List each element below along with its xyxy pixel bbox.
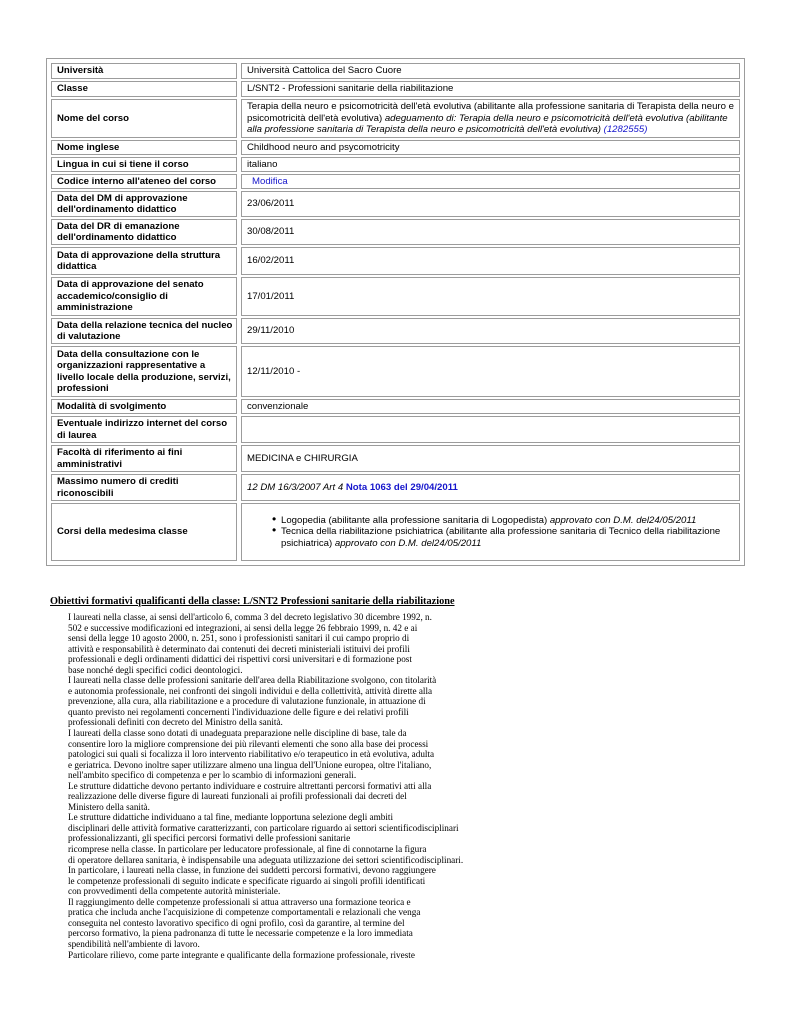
row-data-dr xyxy=(51,219,740,245)
label-data-nucleo: Data della relazione tecnica del nucleo di valutazione xyxy=(51,318,237,344)
label-data-dm: Data del DM di approvazione dell'ordinamento didattico xyxy=(51,191,237,217)
body-line: Particolare rilievo, come parte integrante e qualificante della formazione professionale, riveste xyxy=(68,949,415,960)
label-data-dr: Data del DR di emanazione dell'ordinamento didattico xyxy=(51,219,237,245)
row-corsi xyxy=(51,503,740,561)
row-modalita xyxy=(51,399,740,414)
nome-corso-italic: adeguamento di: Terapia della neuro e psicomotricità dell'età evolutiva (abilitante alla professione sanitaria di Terapista della neuro e psicomotricità dell'età evolutiva) xyxy=(247,112,728,136)
body-line: e autonomia professionale, nei confronti dei singoli individui e della collettività, attività dirette alla xyxy=(68,685,433,696)
body-line: ricomprese nella classe. In particolare per leducatore professionale, al fine di connotarne la figura xyxy=(68,844,427,855)
value-data-consultazione: 12/11/2010 - xyxy=(241,346,740,397)
body-line: prevenzione, alla cura, alla riabilitazione e a procedure di valutazione funzionale, in attuazione di xyxy=(68,696,426,707)
value-codice-interno xyxy=(241,174,740,189)
value-facolta: MEDICINA e CHIRURGIA xyxy=(241,445,740,472)
row-data-dm xyxy=(51,191,740,217)
label-codice-interno: Codice interno all'ateneo del corso xyxy=(51,174,237,189)
body-line: nell'ambito specifico di competenza e per lo scambio di informazioni generali. xyxy=(68,770,357,781)
body-line: In particolare, i laureati nella classe, in funzione dei suddetti percorsi formativi, devono raggiungere xyxy=(68,865,436,876)
body-line: Ministero della sanità. xyxy=(68,801,150,812)
crediti-text xyxy=(247,482,458,494)
row-lingua xyxy=(51,157,740,172)
body-line: spendibilità nell'ambiente di lavoro. xyxy=(68,938,200,949)
body-line: base nonché degli specifici codici deontologici. xyxy=(68,664,243,675)
corso-approval: approvato con D.M. del24/05/2011 xyxy=(549,514,697,526)
body-line: Il raggiungimento delle competenze professionali si attua attraverso una formazione teorica e xyxy=(68,896,411,907)
row-codice-interno xyxy=(51,174,740,189)
row-nome-corso xyxy=(51,99,740,138)
course-code-link[interactable]: (1282555) xyxy=(603,124,648,136)
corsi-list-item xyxy=(281,526,735,549)
body-line: sensi della legge 10 agosto 2000, n. 251, sono i professionisti sanitari il cui campo proprio di xyxy=(68,633,410,644)
section-heading: Obiettivi formativi qualificanti della classe: L/SNT2 Professioni sanitarie della riabilitazione xyxy=(50,596,455,607)
value-nome-corso xyxy=(241,99,740,138)
label-indirizzo-internet: Eventuale indirizzo internet del corso di laurea xyxy=(51,416,237,443)
body-line: I laureati nella classe delle professioni sanitarie dell'area della Riabilitazione svolgono, con titolarità xyxy=(68,675,437,686)
body-line: professionali definiti con decreto del Ministro della sanità. xyxy=(68,717,283,728)
crediti-value: 12 DM 16/3/2007 Art 4 xyxy=(247,481,344,493)
body-line: consentire loro la migliore comprensione dei più rilevanti elementi che sono alla base dei processi xyxy=(68,738,429,749)
value-universita: Università Cattolica del Sacro Cuore xyxy=(241,63,740,79)
body-line: I laureati della classe sono dotati di unadeguata preparazione nelle discipline di base, tale da xyxy=(68,728,407,739)
body-line: e geriatrica. Devono inoltre saper utilizzare almeno una lingua dell'Unione europea, oltre l'italiano, xyxy=(68,759,432,770)
row-indirizzo-internet xyxy=(51,416,740,443)
body-line: patologici sui quali si focalizza il loro intervento riabilitativo e/o terapeutico in età evolutiva, adulta xyxy=(68,749,435,760)
label-classe: Classe xyxy=(51,81,237,97)
row-data-senato xyxy=(51,277,740,316)
body-line: realizzazione delle diverse figure di laureati funzionali ai profili professionali dai decreti del xyxy=(68,791,407,802)
label-data-senato: Data di approvazione del senato accademico/consiglio di amministrazione xyxy=(51,277,237,316)
row-universita xyxy=(51,63,740,79)
body-line: professionali e degli ordinamenti didattici dei rispettivi corsi universitari e di formazione post xyxy=(68,654,412,665)
modifica-link[interactable]: Modifica xyxy=(252,175,288,187)
value-data-senato: 17/01/2011 xyxy=(241,277,740,316)
value-modalita: convenzionale xyxy=(241,399,740,414)
body-line: con provvedimenti della competente autorità ministeriale. xyxy=(68,886,281,897)
value-corsi xyxy=(241,503,740,561)
body-line: professionalizzanti, gli specifici percorsi formativi delle professioni sanitarie xyxy=(68,833,351,844)
body-line: Le strutture didattiche individuano a tal fine, mediante lopportuna selezione degli ambiti xyxy=(68,812,394,823)
row-data-consultazione xyxy=(51,346,740,397)
row-data-struttura xyxy=(51,247,740,275)
value-crediti xyxy=(241,474,740,501)
label-universita: Università xyxy=(51,63,237,79)
value-data-dr: 30/08/2011 xyxy=(241,219,740,245)
body-line: di operatore dellarea sanitaria, è indispensabile una adeguata utilizzazione dei settori scientificodisciplinari. xyxy=(68,854,464,865)
row-classe xyxy=(51,81,740,97)
body-line: pratica che includa anche l'acquisizione di competenze comportamentali e relazionali che venga xyxy=(68,907,421,918)
body-line: attività e responsabilità è determinato dai contenuti dei decreti ministeriali istituivi dei profili xyxy=(68,643,410,654)
label-corsi: Corsi della medesima classe xyxy=(51,503,237,561)
nome-corso-text xyxy=(247,101,735,136)
value-indirizzo-internet xyxy=(241,416,740,443)
row-nome-inglese xyxy=(51,140,740,155)
body-line: Le strutture didattiche devono pertanto individuare e costruire altrettanti percorsi formativi atti alla xyxy=(68,780,432,791)
row-crediti xyxy=(51,474,740,501)
corsi-list-item xyxy=(281,515,735,527)
label-nome-inglese: Nome inglese xyxy=(51,140,237,155)
label-data-consultazione: Data della consultazione con le organizzazioni rappresentative a livello locale della produzione, servizi, professioni xyxy=(51,346,237,397)
label-nome-corso: Nome del corso xyxy=(51,99,237,138)
nome-corso-normal: Terapia della neuro e psicomotricità dell'età evolutiva (abilitante alla professione sanitaria di Terapista della neuro e psicomotricità dell'età evolutiva) xyxy=(247,101,734,124)
value-nome-inglese: Childhood neuro and psycomotricity xyxy=(241,140,740,155)
label-data-struttura: Data di approvazione della struttura didattica xyxy=(51,247,237,275)
label-facolta: Facoltà di riferimento ai fini amministrativi xyxy=(51,445,237,472)
body-line: conseguita nel contesto lavorativo specifico di ogni profilo, così da garantire, al termine del xyxy=(68,917,405,928)
body-line: quanto previsto nei regolamenti concernenti l'individuazione delle figure e dei relativi profili xyxy=(68,706,409,717)
body-line: disciplinari delle attività formative caratterizzanti, con particolare riguardo ai settori scientificodisciplinari xyxy=(68,822,459,833)
value-data-struttura: 16/02/2011 xyxy=(241,247,740,275)
value-data-dm: 23/06/2011 xyxy=(241,191,740,217)
corso-name: Tecnica della riabilitazione psichiatrica (abilitante alla professione sanitaria di Tecnico della riabilitazione psichiatrica) xyxy=(281,526,721,549)
row-data-nucleo xyxy=(51,318,740,344)
value-data-nucleo: 29/11/2010 xyxy=(241,318,740,344)
label-lingua: Lingua in cui si tiene il corso xyxy=(51,157,237,172)
course-info-table xyxy=(46,58,745,566)
corsi-list xyxy=(247,515,735,550)
value-classe: L/SNT2 - Professioni sanitarie della riabilitazione xyxy=(241,81,740,97)
body-line: percorso formativo, la piena padronanza di tutte le necessarie competenze e la loro immediata xyxy=(68,928,413,939)
corso-name: Logopedia (abilitante alla professione sanitaria di Logopedista) xyxy=(281,514,548,526)
nota-link[interactable]: Nota 1063 del 29/04/2011 xyxy=(345,481,458,493)
label-modalita: Modalità di svolgimento xyxy=(51,399,237,414)
row-facolta xyxy=(51,445,740,472)
body-line: I laureati nella classe, ai sensi dell'articolo 6, comma 3 del decreto legislativo 30 dicembre 1992, n. xyxy=(68,612,432,622)
label-crediti: Massimo numero di crediti riconoscibili xyxy=(51,474,237,501)
body-line: 502 e successive modificazioni ed integrazioni, ai sensi della legge 26 febbraio 1999, n. 42 e ai xyxy=(68,622,418,633)
section-body xyxy=(68,612,498,960)
corso-approval: approvato con D.M. del24/05/2011 xyxy=(334,537,482,549)
body-line: le competenze professionali di seguito indicate e specificate riguardo ai singoli profili identificati xyxy=(68,875,426,886)
value-lingua: italiano xyxy=(241,157,740,172)
